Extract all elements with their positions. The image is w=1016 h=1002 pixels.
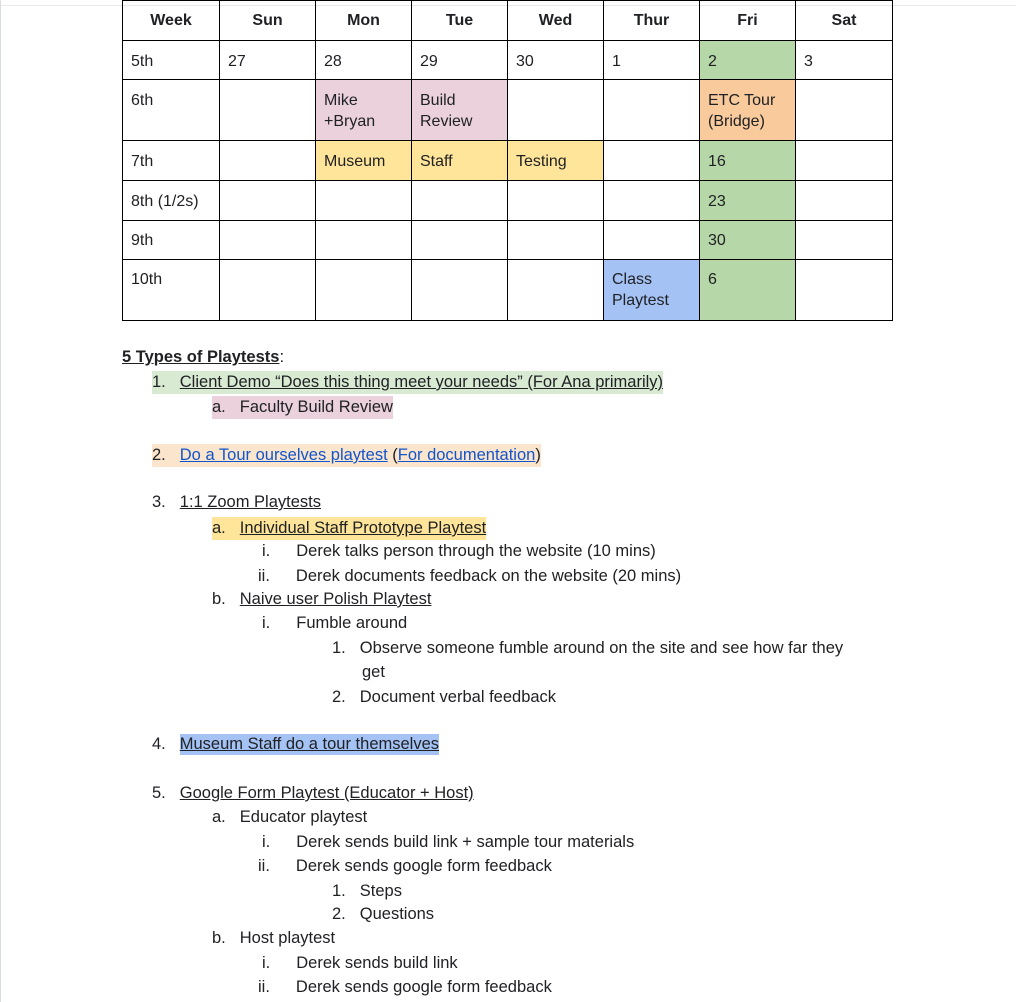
list-item-3b — [212, 589, 431, 609]
cell-wed[interactable] — [508, 260, 604, 321]
cell-sun[interactable] — [220, 260, 316, 321]
cell-mon[interactable]: Mike +Bryan — [316, 80, 412, 141]
playtest-types-heading — [122, 347, 284, 367]
header-fri: Fri — [700, 1, 796, 41]
cell-thu[interactable] — [604, 141, 700, 181]
list-item-1 — [152, 371, 663, 394]
list-number: 2. — [152, 446, 166, 464]
list-text: Steps — [359, 882, 402, 900]
cell-week[interactable]: 9th — [123, 221, 220, 260]
list-text: Questions — [359, 905, 435, 923]
doc-left-border — [0, 0, 1, 1002]
cell-wed[interactable] — [508, 181, 604, 221]
list-text: Document verbal feedback — [359, 688, 557, 706]
cell-sat[interactable]: 3 — [796, 41, 893, 80]
cell-week[interactable]: 5th — [123, 41, 220, 80]
cell-tue[interactable]: Build Review — [412, 80, 508, 141]
cell-thu[interactable]: Class Playtest — [604, 260, 700, 321]
table-header-row — [123, 1, 893, 41]
list-letter: a. — [212, 398, 226, 416]
cell-fri[interactable]: 2 — [700, 41, 796, 80]
list-number: 4. — [152, 735, 166, 753]
list-letter: b. — [212, 929, 226, 947]
cell-mon[interactable] — [316, 221, 412, 260]
cell-sat[interactable] — [796, 181, 893, 221]
cell-wed[interactable] — [508, 80, 604, 141]
cell-thu[interactable] — [604, 181, 700, 221]
cell-sat[interactable] — [796, 80, 893, 141]
list-item-5a-i — [262, 832, 634, 852]
list-text: Derek documents feedback on the website (20 mins) — [295, 567, 682, 585]
list-item-5a-ii — [258, 856, 552, 876]
list-letter: a. — [212, 808, 226, 826]
list-number: 1. — [332, 882, 346, 900]
list-item-3a — [212, 517, 486, 540]
cell-fri[interactable]: 23 — [700, 181, 796, 221]
cell-fri[interactable]: ETC Tour (Bridge) — [700, 80, 796, 141]
cell-sun[interactable]: 27 — [220, 41, 316, 80]
list-letter: a. — [212, 519, 226, 537]
list-item-2 — [152, 444, 541, 467]
list-item-4 — [152, 734, 439, 754]
cell-thu[interactable] — [604, 80, 700, 141]
list-roman: ii. — [258, 567, 270, 585]
cell-sun[interactable] — [220, 221, 316, 260]
list-item-3b-i-2 — [332, 687, 556, 707]
list-number: 5. — [152, 784, 166, 802]
cell-week[interactable]: 6th — [123, 80, 220, 141]
list-item-5a-ii-1 — [332, 881, 402, 901]
cell-wed[interactable] — [508, 221, 604, 260]
list-number: 3. — [152, 493, 166, 511]
google-form-playtest-text[interactable]: Google Form Playtest (Educator + Host) — [179, 784, 474, 802]
museum-staff-tour-text[interactable]: Museum Staff do a tour themselves — [179, 735, 440, 753]
client-demo-text[interactable]: Client Demo “Does this thing meet your needs” (For Ana primarily) — [179, 373, 664, 391]
documentation-link[interactable]: For documentation — [397, 446, 536, 464]
list-number: 1. — [332, 639, 346, 657]
list-item-3a-ii — [258, 566, 681, 586]
zoom-playtests-text[interactable]: 1:1 Zoom Playtests — [179, 493, 321, 511]
cell-thu[interactable] — [604, 221, 700, 260]
list-number: 2. — [332, 688, 346, 706]
table-row — [123, 41, 893, 80]
list-item-5b-ii — [258, 977, 552, 997]
list-item-5a-ii-2 — [332, 904, 434, 924]
header-mon: Mon — [316, 1, 412, 41]
cell-mon[interactable]: 28 — [316, 41, 412, 80]
table-row — [123, 80, 893, 141]
list-text: Host playtest — [239, 929, 336, 947]
cell-sun[interactable] — [220, 181, 316, 221]
list-item-3a-i — [262, 541, 656, 561]
list-item-3 — [152, 492, 321, 512]
paren-close: ) — [535, 446, 541, 464]
list-text: Observe someone fumble around on the site and see how far they — [359, 639, 844, 657]
cell-tue[interactable] — [412, 181, 508, 221]
list-text: Derek talks person through the website (10 mins) — [296, 542, 656, 560]
tour-playtest-link[interactable]: Do a Tour ourselves playtest — [179, 446, 388, 464]
header-wed: Wed — [508, 1, 604, 41]
list-roman: i. — [262, 542, 271, 560]
paren-open: ( — [387, 446, 398, 464]
list-item-3b-i-1-cont — [362, 662, 385, 682]
list-text: get — [362, 663, 385, 681]
cell-mon[interactable]: Museum — [316, 141, 412, 181]
cell-tue[interactable] — [412, 260, 508, 321]
list-text: Derek sends google form feedback — [295, 978, 552, 996]
cell-mon[interactable] — [316, 181, 412, 221]
cell-sat[interactable] — [796, 221, 893, 260]
cell-fri[interactable]: 30 — [700, 221, 796, 260]
schedule-table — [122, 0, 893, 321]
list-roman: ii. — [258, 857, 270, 875]
header-sat: Sat — [796, 1, 893, 41]
heading-text: 5 Types of Playtests — [122, 348, 280, 366]
list-roman: i. — [262, 954, 271, 972]
list-item-3b-i-1 — [332, 638, 843, 658]
list-text: Derek sends build link + sample tour materials — [296, 833, 635, 851]
list-text: Derek sends build link — [296, 954, 458, 972]
list-number: 1. — [152, 373, 166, 391]
list-text: Educator playtest — [239, 808, 368, 826]
cell-wed[interactable]: Testing — [508, 141, 604, 181]
table-row — [123, 221, 893, 260]
list-item-3b-i — [262, 613, 407, 633]
list-text: Derek sends google form feedback — [295, 857, 552, 875]
list-item-1a — [212, 396, 393, 419]
faculty-build-review-text: Faculty Build Review — [239, 398, 393, 416]
cell-mon[interactable] — [316, 260, 412, 321]
cell-week[interactable]: 7th — [123, 141, 220, 181]
header-tue: Tue — [412, 1, 508, 41]
cell-fri[interactable]: 6 — [700, 260, 796, 321]
table-row — [123, 181, 893, 221]
list-number: 2. — [332, 905, 346, 923]
list-roman: i. — [262, 833, 271, 851]
list-item-5 — [152, 783, 474, 803]
header-sun: Sun — [220, 1, 316, 41]
cell-fri[interactable]: 16 — [700, 141, 796, 181]
table-row — [123, 141, 893, 181]
cell-tue[interactable] — [412, 221, 508, 260]
header-week: Week — [123, 1, 220, 41]
list-text: Fumble around — [296, 614, 408, 632]
cell-sat[interactable] — [796, 260, 893, 321]
heading-colon: : — [279, 348, 285, 366]
cell-sun[interactable] — [220, 80, 316, 141]
list-roman: i. — [262, 614, 271, 632]
naive-user-playtest-text[interactable]: Naive user Polish Playtest — [239, 590, 432, 608]
cell-tue[interactable]: 29 — [412, 41, 508, 80]
cell-sat[interactable] — [796, 141, 893, 181]
staff-prototype-playtest-text[interactable]: Individual Staff Prototype Playtest — [239, 519, 487, 537]
header-thur: Thur — [604, 1, 700, 41]
list-item-5b — [212, 928, 335, 948]
cell-sun[interactable] — [220, 141, 316, 181]
list-item-5b-i — [262, 953, 458, 973]
list-roman: ii. — [258, 978, 270, 996]
cell-week[interactable]: 8th (1/2s) — [123, 181, 220, 221]
list-letter: b. — [212, 590, 226, 608]
cell-week[interactable]: 10th — [123, 260, 220, 321]
cell-tue[interactable]: Staff — [412, 141, 508, 181]
table-row — [123, 260, 893, 321]
cell-wed[interactable]: 30 — [508, 41, 604, 80]
cell-thu[interactable]: 1 — [604, 41, 700, 80]
list-item-5a — [212, 807, 367, 827]
